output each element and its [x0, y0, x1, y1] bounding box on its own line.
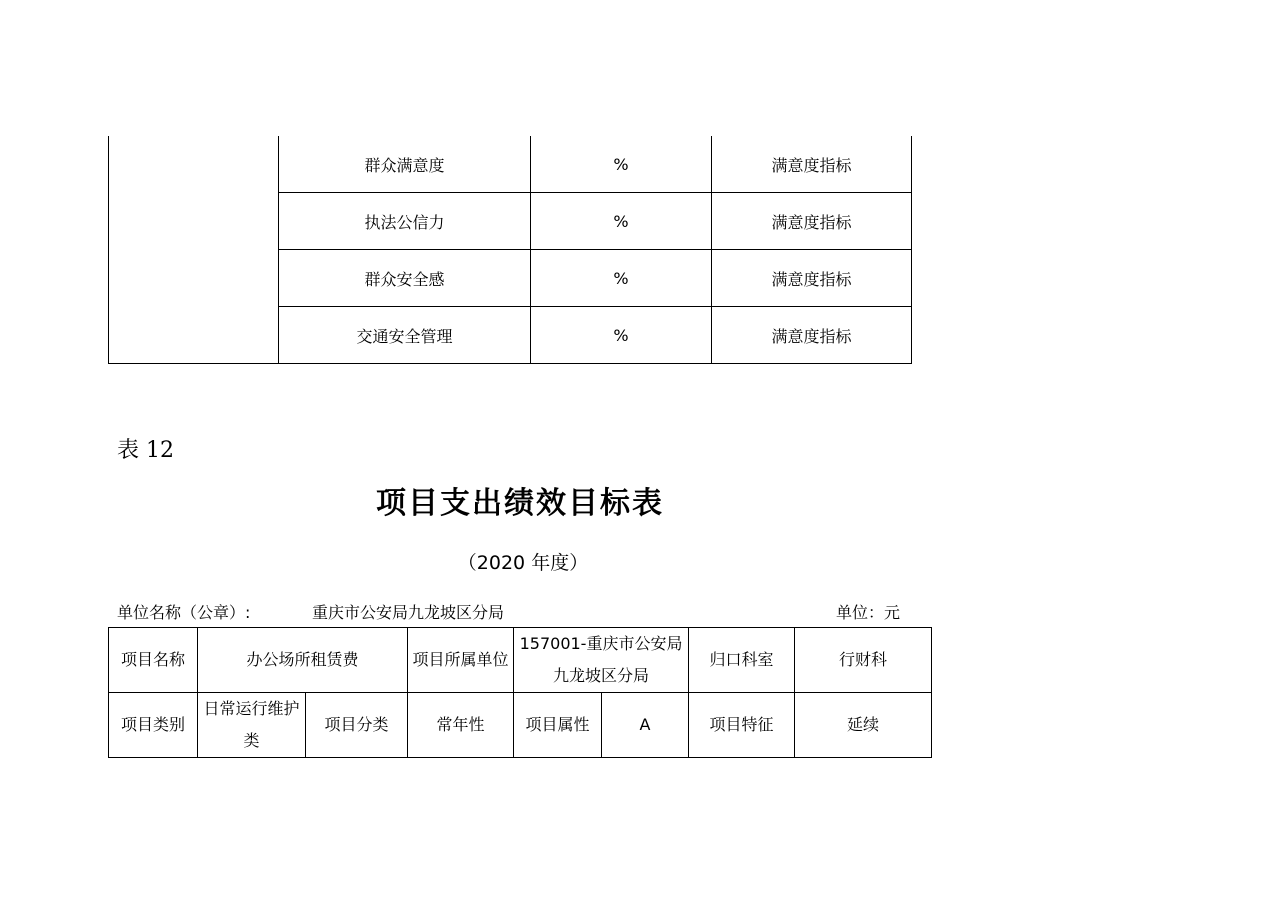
project-class-value: 常年性 — [408, 693, 514, 758]
indicator-table — [108, 136, 912, 364]
project-info-table — [108, 627, 932, 758]
indicator-unit: % — [531, 307, 712, 364]
table-row — [109, 693, 932, 758]
table-row — [109, 136, 912, 193]
indicator-unit: % — [531, 136, 712, 193]
indicator-name: 群众满意度 — [279, 136, 531, 193]
table-number: 表 12 — [117, 438, 174, 463]
project-attr-value: A — [602, 693, 689, 758]
project-feature-label: 项目特征 — [689, 693, 795, 758]
indicator-unit: % — [531, 250, 712, 307]
unit-name-label: 单位名称（公章）: — [117, 603, 251, 622]
project-feature-value: 延续 — [795, 693, 932, 758]
page-title: 项目支出绩效目标表 — [376, 486, 664, 521]
indicator-unit: % — [531, 193, 712, 250]
indicator-type: 满意度指标 — [712, 307, 912, 364]
indicator-name: 群众安全感 — [279, 250, 531, 307]
indicator-type: 满意度指标 — [712, 193, 912, 250]
office-label: 归口科室 — [689, 628, 795, 693]
project-category-label: 项目类别 — [109, 693, 198, 758]
project-category-value: 日常运行维护类 — [198, 693, 306, 758]
office-value: 行财科 — [795, 628, 932, 693]
indicator-type: 满意度指标 — [712, 136, 912, 193]
project-name-label: 项目名称 — [109, 628, 198, 693]
project-attr-label: 项目属性 — [514, 693, 602, 758]
project-name-value: 办公场所租赁费 — [198, 628, 408, 693]
unit-name-value: 重庆市公安局九龙坡区分局 — [312, 603, 505, 622]
merged-category-cell — [109, 136, 279, 364]
indicator-name: 交通安全管理 — [279, 307, 531, 364]
project-class-label: 项目分类 — [306, 693, 408, 758]
currency-unit: 单位：元 — [835, 603, 900, 622]
indicator-name: 执法公信力 — [279, 193, 531, 250]
project-dept-label: 项目所属单位 — [408, 628, 514, 693]
page-subtitle: （2020 年度） — [457, 552, 589, 574]
project-dept-value: 157001-重庆市公安局九龙坡区分局 — [514, 628, 689, 693]
table-row — [109, 628, 932, 693]
indicator-type: 满意度指标 — [712, 250, 912, 307]
